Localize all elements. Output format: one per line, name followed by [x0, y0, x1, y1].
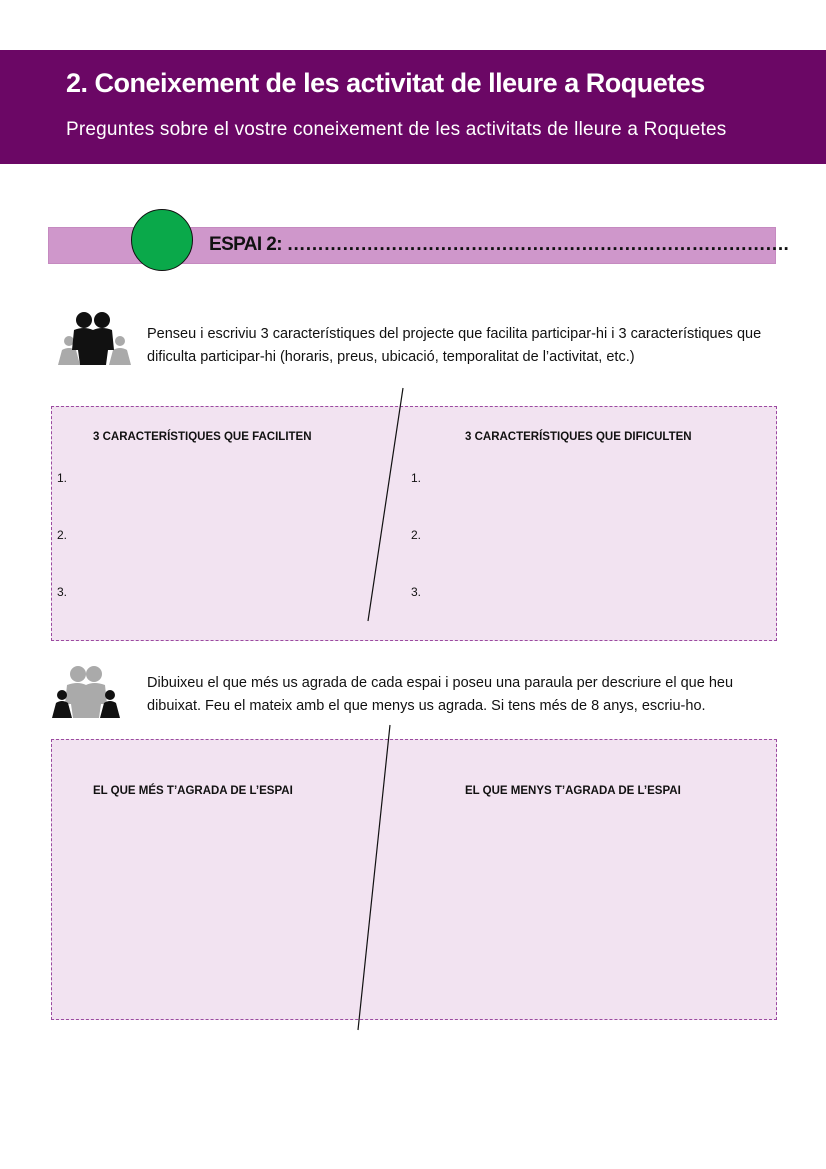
facilitate-item-1-number: 1.	[57, 471, 68, 485]
drawing-box[interactable]	[51, 739, 777, 1020]
people-group-black-icon	[56, 310, 134, 368]
likes-title: EL QUE MÉS T’AGRADA DE L’ESPAI	[93, 785, 293, 797]
page-title: 2. Coneixement de les activitat de lleure a Roquetes	[66, 68, 705, 98]
green-circle	[131, 209, 193, 271]
dislikes-title: EL QUE MENYS T’AGRADA DE L’ESPAI	[465, 785, 681, 797]
people-group-grey-icon	[51, 664, 123, 720]
facilitate-item-2-number: 2.	[57, 528, 68, 542]
instruction-drawing: Dibuixeu el que més us agrada de cada espai i poseu una paraula per descriure el que heu dibuixat. Feu el mateix amb el que menys us agrada. Si tens més de 8 anys, escriu-ho.	[147, 675, 734, 714]
hinder-item-2-number: 2.	[411, 528, 422, 542]
facilitate-item-3-number: 3.	[57, 585, 68, 599]
hinder-item-1-number: 1.	[411, 471, 422, 485]
hinder-item-3-number: 3.	[411, 585, 422, 599]
instruction-characteristics: Penseu i escriviu 3 característiques del projecte que facilita participar-hi i 3 característiques que dificulta participar-hi (horaris, preus, ubicació, temporalitat de l’activitat, etc.)	[147, 326, 762, 365]
page-subtitle: Preguntes sobre el vostre coneixement de les activitats de lleure a Roquetes	[66, 119, 727, 140]
characteristics-box[interactable]	[51, 406, 777, 641]
facilitate-title: 3 CARACTERÍSTIQUES QUE FACILITEN	[93, 431, 312, 443]
espai-label: ESPAI 2: ……………………………………………………………………….	[209, 234, 789, 255]
hinder-title: 3 CARACTERÍSTIQUES QUE DIFICULTEN	[465, 431, 692, 443]
